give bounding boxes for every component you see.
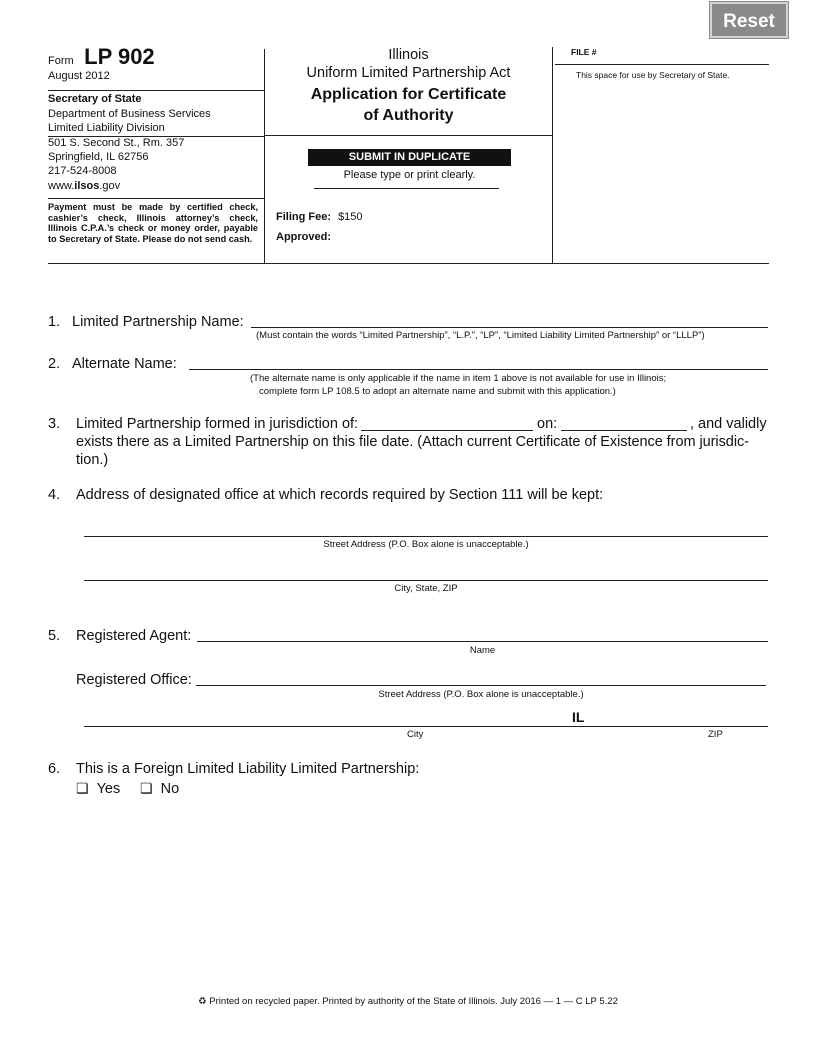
- office-line-5: 217-524-8008: [48, 165, 117, 177]
- office-line-2: Limited Liability Division: [48, 122, 165, 134]
- form-number: LP 902: [84, 44, 155, 69]
- q4-number: 4.: [48, 487, 61, 503]
- q1-number: 1.: [48, 314, 61, 330]
- q5-name-caption: Name: [469, 645, 496, 656]
- registered-office-city-field[interactable]: [84, 726, 768, 727]
- q2-label: Alternate Name:: [72, 356, 177, 372]
- q6-number: 6.: [48, 761, 61, 777]
- office-line-1: Department of Business Services: [48, 108, 211, 120]
- form-title-1: Application for Certificate: [310, 86, 507, 103]
- q2-number: 2.: [48, 356, 61, 372]
- left-rule-1: [48, 90, 264, 91]
- checkbox-icon[interactable]: ❏: [140, 780, 153, 796]
- office-title: Secretary of State: [48, 93, 142, 105]
- office-line-4: Springfield, IL 62756: [48, 151, 149, 163]
- q6-label: This is a Foreign Limited Liability Limited Partnership:: [76, 761, 420, 777]
- file-number-label: FILE #: [571, 47, 597, 57]
- type-note-rule: [314, 188, 499, 189]
- left-rule-3: [48, 198, 264, 199]
- q3-label-b: on:: [537, 416, 558, 432]
- lp-name-field[interactable]: [251, 327, 768, 328]
- footer-text: Printed on recycled paper. Printed by authority of the State of Illinois. July 2016 — 1 — C LP 5.22: [209, 996, 618, 1007]
- q6-yes-option[interactable]: [76, 780, 120, 797]
- alternate-name-field[interactable]: [189, 369, 768, 370]
- q5-state-value: IL: [572, 709, 585, 725]
- q6-yes-label: Yes: [96, 781, 121, 797]
- filing-fee-value: $150: [338, 211, 363, 223]
- q5-number: 5.: [48, 628, 61, 644]
- designated-office-city-field[interactable]: [84, 580, 768, 581]
- jurisdiction-field[interactable]: [361, 430, 533, 431]
- act-name: Uniform Limited Partnership Act: [306, 65, 511, 81]
- q4-label: Address of designated office at which records required by Section 111 will be kept:: [76, 487, 604, 503]
- website-bold: ilsos: [74, 180, 100, 192]
- q3-line-2: exists there as a Limited Partnership on this file date. (Attach current Certificate of Existence from jurisdic-: [76, 434, 749, 450]
- payment-note: Payment must be made by certified check, cashier’s check, Illinois attorney’s check, Illinois C.P.A.’s check or money order, payable to Secretary of State. Please do not send cash.: [48, 202, 258, 244]
- q5-zip-caption: ZIP: [708, 729, 723, 740]
- registered-agent-field[interactable]: [197, 641, 768, 642]
- designated-office-street-field[interactable]: [84, 536, 768, 537]
- q3-label-a: Limited Partnership formed in jurisdiction of:: [76, 416, 359, 432]
- q3-line-3: tion.): [76, 452, 109, 468]
- filing-fee-label: Filing Fee:: [276, 211, 331, 223]
- q5-street-caption: Street Address (P.O. Box alone is unacceptable.): [378, 689, 584, 700]
- header-bottom-rule: [48, 263, 769, 264]
- website: [48, 180, 120, 192]
- q1-note: (Must contain the words “Limited Partnership”, “L.P.”, “LP”, “Limited Liability Limited Partnership” or “LLLP”): [256, 330, 705, 341]
- footer: [0, 996, 816, 1007]
- office-line-3: 501 S. Second St., Rm. 357: [48, 137, 185, 149]
- reset-button[interactable]: Reset: [710, 2, 788, 38]
- q6-no-option[interactable]: [140, 780, 179, 797]
- form-title-2: of Authority: [363, 107, 454, 124]
- checkbox-icon[interactable]: ❏: [76, 780, 89, 796]
- q2-note-1: (The alternate name is only applicable if the name in item 1 above is not available for use in Illinois;: [250, 373, 667, 384]
- approved-label: Approved:: [276, 231, 331, 243]
- q3-label-c: , and validly: [690, 416, 767, 432]
- website-suffix: .gov: [99, 180, 121, 192]
- q5-label: Registered Agent:: [76, 628, 192, 644]
- type-note: Please type or print clearly.: [343, 169, 476, 181]
- file-number-rule: [555, 64, 769, 65]
- q4-city-caption: City, State, ZIP: [394, 583, 458, 594]
- q6-no-label: No: [160, 781, 180, 797]
- middle-rule: [265, 135, 552, 136]
- state-name: Illinois: [388, 47, 429, 63]
- formation-date-field[interactable]: [561, 430, 687, 431]
- filing-fee: [276, 211, 363, 223]
- submit-banner: SUBMIT IN DUPLICATE: [308, 149, 511, 166]
- q2-note-2: complete form LP 108.5 to adopt an alternate name and submit with this application.): [259, 386, 616, 397]
- form-prefix: Form: [48, 55, 74, 67]
- q5-city-caption: City: [407, 729, 424, 740]
- header-right-divider: [552, 47, 553, 264]
- q3-number: 3.: [48, 416, 61, 432]
- sos-space-note: This space for use by Secretary of State.: [576, 70, 730, 80]
- header-left-divider: [264, 49, 265, 264]
- q4-street-caption: Street Address (P.O. Box alone is unacceptable.): [323, 539, 529, 550]
- recycle-icon: ♻: [198, 996, 207, 1007]
- form-date: August 2012: [48, 70, 110, 82]
- form-id: [48, 44, 155, 70]
- q5-office-label: Registered Office:: [76, 672, 192, 688]
- q1-label: Limited Partnership Name:: [72, 314, 244, 330]
- website-prefix: www.: [48, 180, 75, 192]
- registered-office-street-field[interactable]: [196, 685, 766, 686]
